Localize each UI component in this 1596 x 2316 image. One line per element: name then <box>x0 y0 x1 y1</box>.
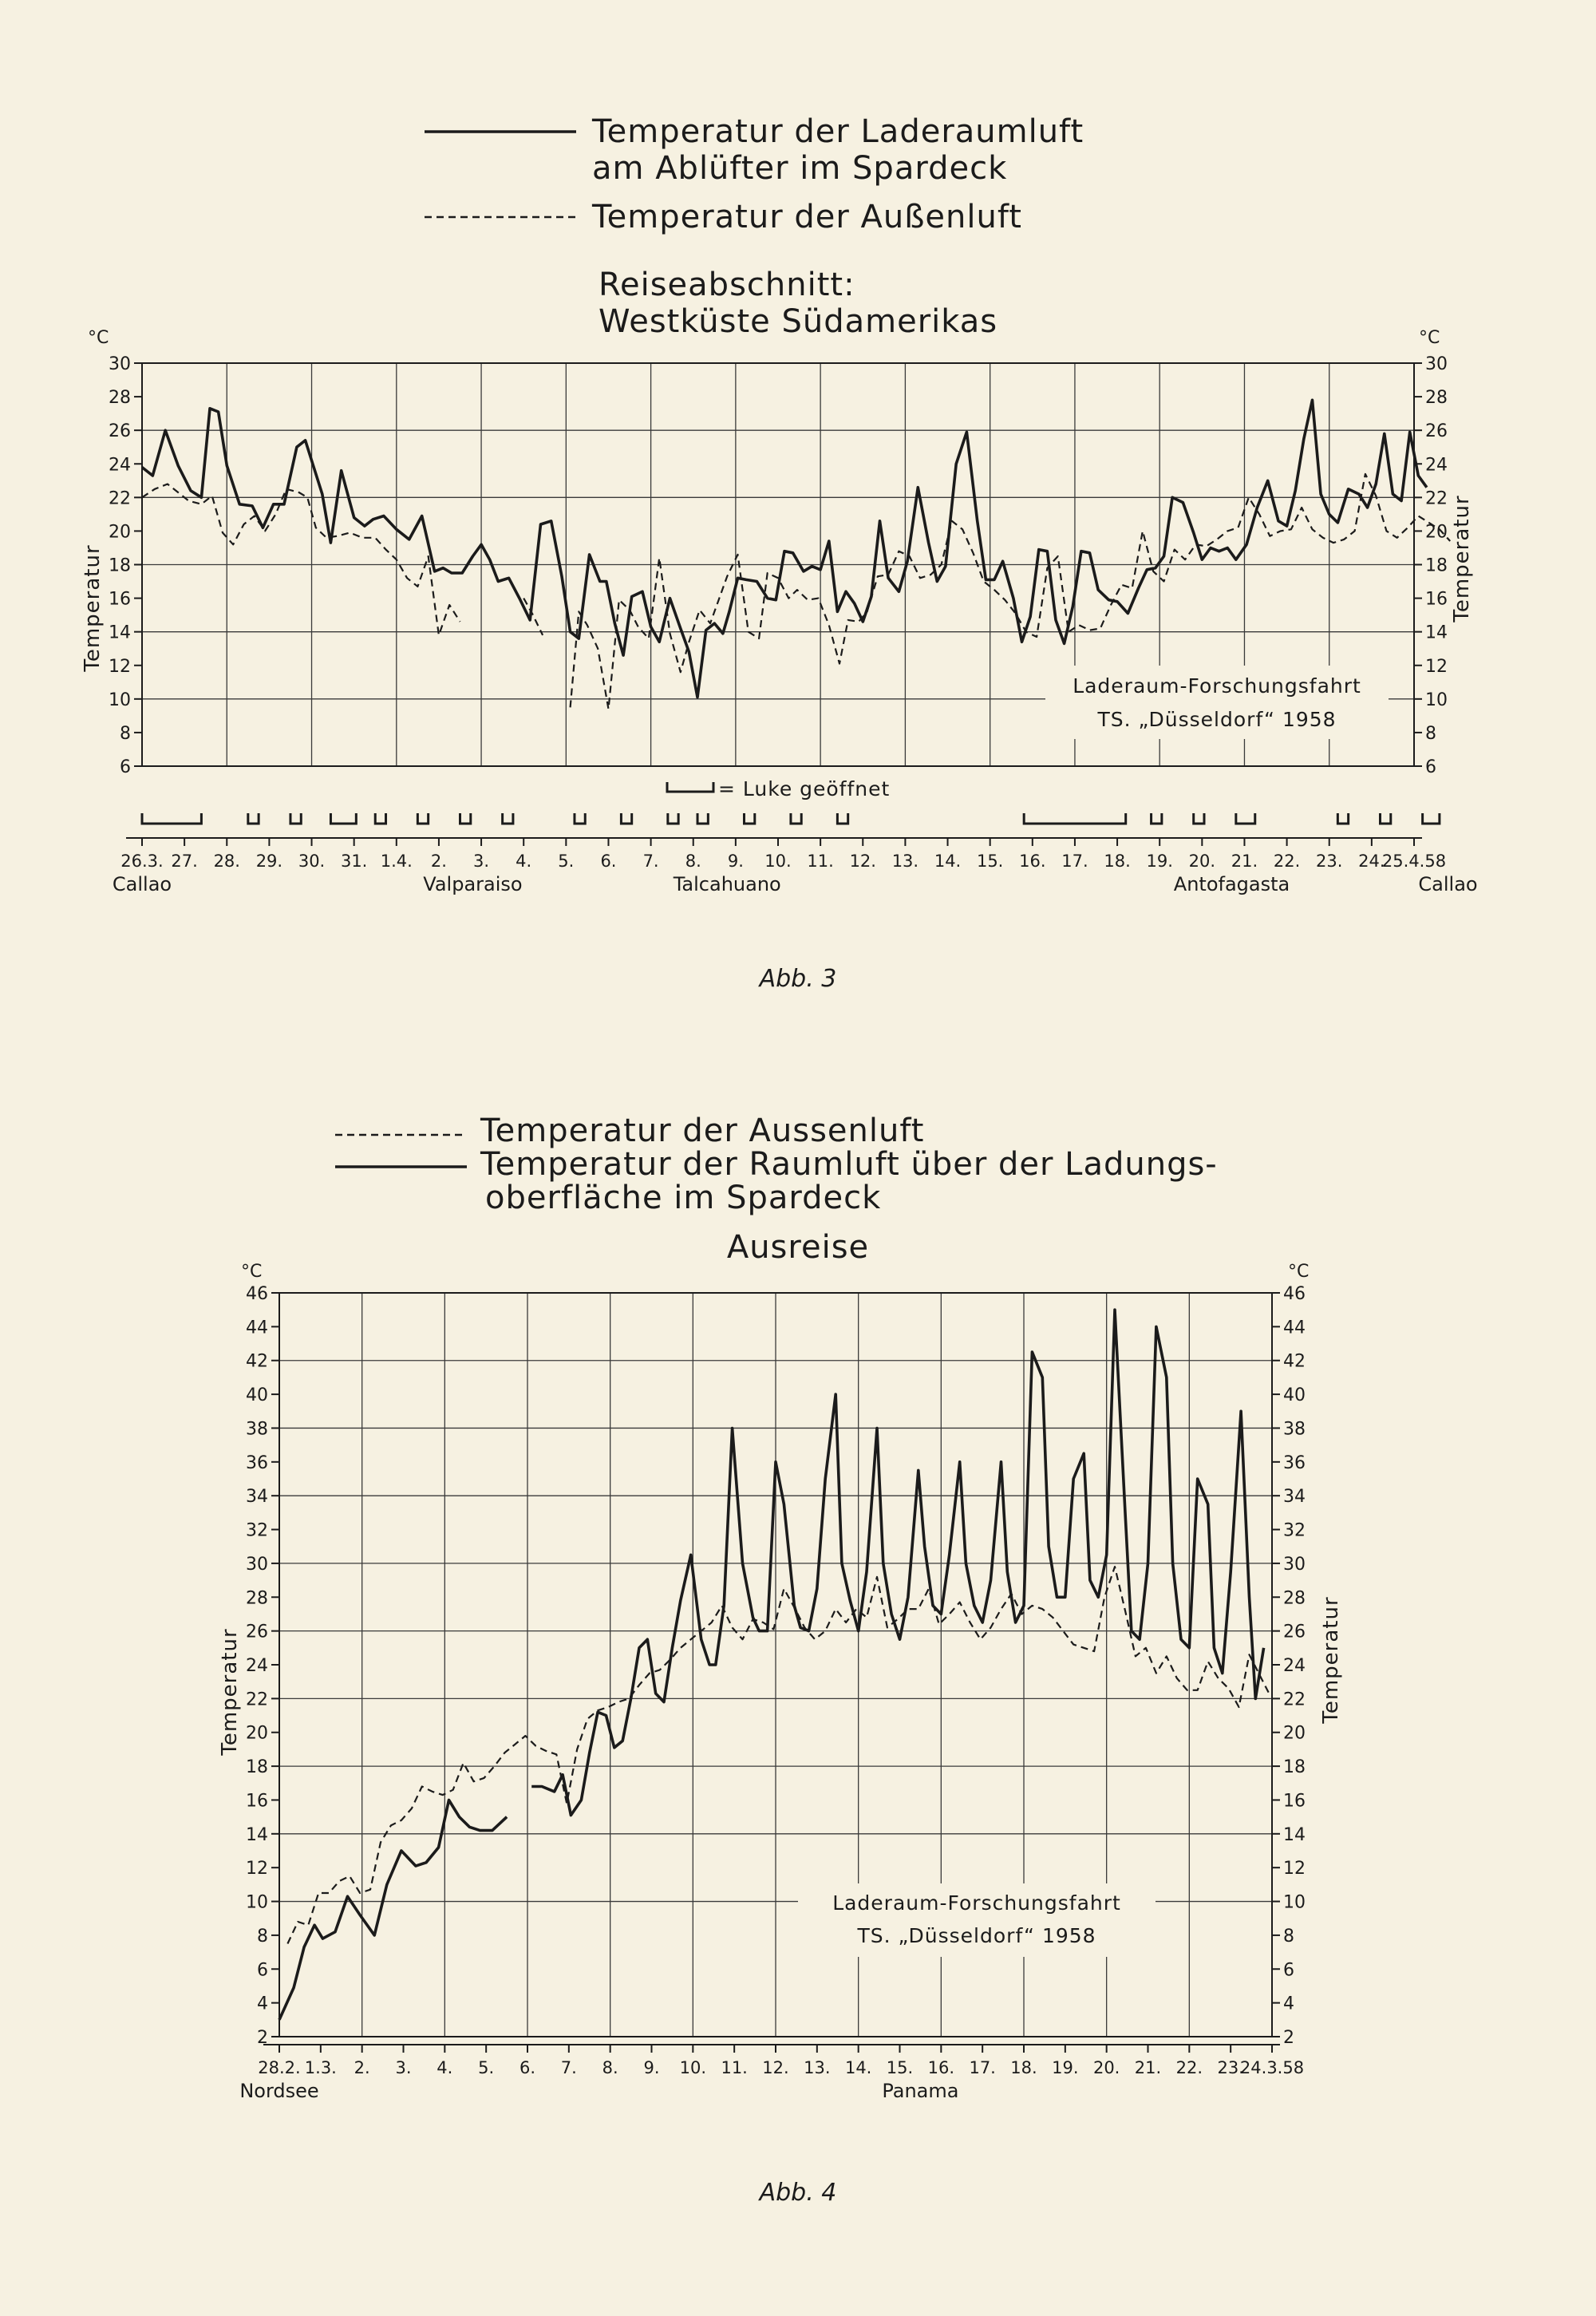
y-tick-label-left: 4 <box>257 1994 268 2014</box>
x-tick-label: 28. <box>213 852 240 871</box>
hatch-open-mark <box>697 813 708 824</box>
y-tick-label-right: 16 <box>1283 1791 1306 1812</box>
x-tick-label: 15. <box>976 852 1004 871</box>
x-tick-label: 6. <box>519 2058 536 2077</box>
y-tick-label-right: 28 <box>1425 388 1448 409</box>
port-label: Callao <box>1418 873 1478 895</box>
y-tick-label-left: 16 <box>109 589 131 610</box>
y-tick-label-left: 12 <box>109 656 131 677</box>
y-tick-label-left: 20 <box>246 1723 268 1744</box>
x-tick-label: 1.4. <box>380 852 413 871</box>
y-tick-label-left: 30 <box>246 1554 268 1575</box>
y-tick-label-right: 26 <box>1283 1622 1306 1642</box>
x-tick-label: 25.4.58 <box>1381 852 1447 871</box>
x-tick-label: 31. <box>340 852 368 871</box>
x-tick-label: 11. <box>721 2058 748 2077</box>
x-tick-label: 18. <box>1010 2058 1037 2077</box>
x-tick-label: 21. <box>1231 852 1258 871</box>
y-tick-label-left: 22 <box>246 1690 268 1710</box>
y-tick-label-right: 30 <box>1283 1554 1306 1575</box>
x-tick-label: 22. <box>1175 2058 1203 2077</box>
x-tick-label: 27. <box>171 852 198 871</box>
x-tick-label: 24.3.58 <box>1239 2058 1305 2077</box>
x-tick-label: 3. <box>473 852 490 871</box>
x-tick-label: 24. <box>1358 852 1385 871</box>
x-tick-label: 8. <box>685 852 701 871</box>
chart1-title-b: Westküste Südamerikas <box>598 303 998 340</box>
y-tick-label-left: 2 <box>257 2028 268 2048</box>
chart1-series <box>142 400 1450 709</box>
y-tick-label-left: 24 <box>246 1656 268 1676</box>
y-tick-label-right: 20 <box>1283 1723 1306 1744</box>
y-tick-label-right: 10 <box>1425 690 1448 710</box>
hatch-open-mark <box>791 813 801 824</box>
x-tick-label: 12. <box>849 852 876 871</box>
x-tick-label: 5. <box>478 2058 495 2077</box>
chart-outbound <box>218 1113 1343 2207</box>
chart2-unit-left: °C <box>241 1262 263 1282</box>
y-tick-label-left: 14 <box>246 1824 268 1845</box>
y-tick-label-left: 36 <box>246 1452 268 1473</box>
x-tick-label: 20. <box>1092 2058 1120 2077</box>
y-tick-label-right: 8 <box>1283 1926 1294 1946</box>
x-tick-label: 16. <box>1019 852 1046 871</box>
x-tick-label: 1.3. <box>304 2058 337 2077</box>
y-tick-label-left: 34 <box>246 1487 268 1508</box>
y-tick-label-left: 6 <box>257 1960 268 1981</box>
x-tick-label: 30. <box>298 852 326 871</box>
legend-solid-label-2a: Temperatur der Raumluft über der Ladungs- <box>480 1146 1218 1183</box>
legend-solid-label-1b: am Ablüfter im Spardeck <box>592 150 1008 187</box>
y-tick-label-right: 4 <box>1283 1994 1294 2014</box>
y-tick-label-left: 28 <box>246 1588 268 1609</box>
x-tick-label: 20. <box>1188 852 1216 871</box>
y-tick-label-right: 42 <box>1283 1351 1306 1372</box>
x-tick-label: 12. <box>762 2058 789 2077</box>
chart2-ylabel-right: Temperatur <box>1319 1596 1343 1724</box>
hatch-open-mark <box>1152 813 1162 824</box>
x-tick-label: 7. <box>560 2058 577 2077</box>
chart2-ylabel-left: Temperatur <box>218 1628 242 1756</box>
y-tick-label-right: 24 <box>1283 1656 1306 1676</box>
x-tick-label: 23. <box>1316 852 1343 871</box>
hatch-open-mark <box>330 813 356 824</box>
x-tick-label: 29. <box>255 852 283 871</box>
x-tick-label: 19. <box>1146 852 1173 871</box>
y-tick-label-right: 18 <box>1283 1757 1306 1778</box>
x-tick-label: 13. <box>891 852 919 871</box>
y-tick-label-right: 6 <box>1283 1960 1294 1981</box>
y-tick-label-right: 12 <box>1425 656 1448 677</box>
x-tick-label: 9. <box>643 2058 660 2077</box>
y-tick-label-left: 18 <box>109 555 131 576</box>
x-tick-label: 15. <box>886 2058 914 2077</box>
x-tick-label: 17. <box>969 2058 996 2077</box>
y-tick-label-right: 14 <box>1425 622 1448 643</box>
y-tick-label-left: 10 <box>109 690 131 710</box>
port-label: Callao <box>112 873 172 895</box>
chart2-title: Ausreise <box>726 1229 870 1266</box>
chart1-ylabel-right: Temperatur <box>1450 495 1474 622</box>
y-tick-label-left: 6 <box>120 757 131 777</box>
port-label: Valparaiso <box>423 873 523 895</box>
y-tick-label-left: 8 <box>120 723 131 744</box>
x-tick-label: 4. <box>516 852 532 871</box>
y-tick-label-left: 44 <box>246 1318 268 1338</box>
y-tick-label-right: 8 <box>1425 723 1436 744</box>
x-tick-label: 28.2. <box>258 2058 301 2077</box>
series-line-solid <box>142 400 1427 697</box>
y-tick-label-right: 40 <box>1283 1385 1306 1406</box>
y-tick-label-right: 38 <box>1283 1419 1306 1440</box>
chart1-x-ticks <box>120 838 1446 871</box>
y-tick-label-left: 20 <box>109 522 131 543</box>
chart2-x-ticks <box>258 2045 1304 2077</box>
y-tick-label-left: 30 <box>109 354 131 374</box>
port-label: Panama <box>882 2080 959 2102</box>
x-tick-label: 17. <box>1061 852 1088 871</box>
x-tick-label: 8. <box>602 2058 618 2077</box>
y-tick-label-right: 30 <box>1425 354 1448 374</box>
x-tick-label: 14. <box>934 852 962 871</box>
x-tick-label: 13. <box>804 2058 831 2077</box>
y-tick-label-right: 24 <box>1425 455 1448 476</box>
y-tick-label-left: 38 <box>246 1419 268 1440</box>
x-tick-label: 23. <box>1217 2058 1244 2077</box>
x-tick-label: 3. <box>395 2058 412 2077</box>
x-tick-label: 7. <box>642 852 659 871</box>
y-tick-label-left: 26 <box>246 1622 268 1642</box>
x-tick-label: 10. <box>679 2058 707 2077</box>
chart1-annotation-b: TS. „Düsseldorf“ 1958 <box>1097 708 1337 731</box>
hatch-open-mark <box>417 813 428 824</box>
y-tick-label-left: 28 <box>109 388 131 409</box>
y-tick-label-right: 10 <box>1283 1892 1306 1913</box>
x-tick-label: 10. <box>764 852 792 871</box>
legend-solid-label-2b: oberfläche im Spardeck <box>485 1180 882 1216</box>
hatch-open-mark <box>1194 813 1204 824</box>
chart1-title-a: Reiseabschnitt: <box>598 267 855 303</box>
x-tick-label: 14. <box>844 2058 872 2077</box>
x-tick-label: 2. <box>430 852 447 871</box>
chart1-ylabel-left: Temperatur <box>81 544 105 672</box>
hatch-open-mark <box>248 813 259 824</box>
hatch-legend-symbol <box>667 782 713 792</box>
y-tick-label-right: 34 <box>1283 1487 1306 1508</box>
x-tick-label: 21. <box>1134 2058 1162 2077</box>
chart1-hatch-row <box>142 813 1440 824</box>
port-label: Nordsee <box>239 2080 319 2102</box>
x-tick-label: 4. <box>437 2058 453 2077</box>
y-tick-label-right: 32 <box>1283 1520 1306 1541</box>
y-tick-label-left: 16 <box>246 1791 268 1812</box>
legend-dashed-label-1: Temperatur der Außenluft <box>592 199 1022 235</box>
caption-abb-4: Abb. 4 <box>759 2179 837 2207</box>
x-tick-label: 11. <box>807 852 834 871</box>
y-tick-label-left: 32 <box>246 1520 268 1541</box>
y-tick-label-left: 42 <box>246 1351 268 1372</box>
chart1-annotation-a: Laderaum-Forschungsfahrt <box>1073 674 1361 698</box>
x-tick-label: 19. <box>1052 2058 1079 2077</box>
y-tick-label-left: 24 <box>109 455 131 476</box>
x-tick-label: 18. <box>1104 852 1131 871</box>
x-tick-label: 5. <box>558 852 575 871</box>
hatch-open-mark <box>575 813 585 824</box>
y-tick-label-right: 26 <box>1425 421 1448 442</box>
hatch-open-mark <box>503 813 513 824</box>
y-tick-label-right: 18 <box>1425 555 1448 576</box>
x-tick-label: 2. <box>354 2058 370 2077</box>
chart1-ports <box>113 873 1478 895</box>
chart-west-coast <box>81 113 1478 993</box>
hatch-open-mark <box>290 813 301 824</box>
y-tick-label-right: 20 <box>1425 522 1448 543</box>
hatch-open-mark <box>1236 813 1255 824</box>
hatch-open-mark <box>744 813 754 824</box>
hatch-open-mark <box>1024 813 1126 824</box>
chart2-ports <box>239 2080 958 2102</box>
caption-abb-3: Abb. 3 <box>759 965 837 993</box>
y-tick-label-left: 18 <box>246 1757 268 1778</box>
hatch-open-mark <box>837 813 847 824</box>
y-tick-label-right: 44 <box>1283 1318 1306 1338</box>
y-tick-label-left: 10 <box>246 1892 268 1913</box>
port-label: Antofagasta <box>1173 873 1290 895</box>
chart2-annotation-b: TS. „Düsseldorf“ 1958 <box>857 1924 1096 1947</box>
chart2-annotation-a: Laderaum-Forschungsfahrt <box>832 1891 1121 1915</box>
y-tick-label-right: 14 <box>1283 1824 1306 1845</box>
y-tick-label-left: 26 <box>109 421 131 442</box>
hatch-open-mark <box>142 813 201 824</box>
hatch-legend-label: = Luke geöffnet <box>718 777 891 800</box>
hatch-open-mark <box>621 813 631 824</box>
y-tick-label-right: 36 <box>1283 1452 1306 1473</box>
hatch-open-mark <box>460 813 471 824</box>
y-tick-label-right: 12 <box>1283 1859 1306 1879</box>
port-label: Talcahuano <box>673 873 781 895</box>
y-tick-label-left: 40 <box>246 1385 268 1406</box>
x-tick-label: 9. <box>727 852 744 871</box>
x-tick-label: 6. <box>600 852 617 871</box>
hatch-open-mark <box>375 813 385 824</box>
legend-dashed-label-2: Temperatur der Aussenluft <box>480 1113 925 1149</box>
y-tick-label-right: 6 <box>1425 757 1436 777</box>
y-tick-label-left: 22 <box>109 488 131 509</box>
chart1-unit-left: °C <box>88 328 109 348</box>
x-tick-label: 16. <box>927 2058 955 2077</box>
y-tick-label-left: 8 <box>257 1926 268 1946</box>
x-tick-label: 22. <box>1273 852 1301 871</box>
hatch-open-mark <box>1423 813 1440 824</box>
y-tick-label-left: 14 <box>109 622 131 643</box>
y-tick-label-right: 2 <box>1283 2028 1294 2048</box>
y-tick-label-right: 22 <box>1283 1690 1306 1710</box>
chart2-unit-right: °C <box>1288 1262 1310 1282</box>
y-tick-label-right: 22 <box>1425 488 1448 509</box>
y-tick-label-left: 46 <box>246 1284 268 1304</box>
y-tick-label-right: 16 <box>1425 589 1448 610</box>
x-tick-label: 26.3. <box>120 852 164 871</box>
chart1-unit-right: °C <box>1419 328 1440 348</box>
y-tick-label-left: 12 <box>246 1859 268 1879</box>
legend-solid-label-1a: Temperatur der Laderaumluft <box>592 113 1084 150</box>
hatch-open-mark <box>668 813 678 824</box>
hatch-open-mark <box>1380 813 1390 824</box>
y-tick-label-right: 46 <box>1283 1284 1306 1304</box>
hatch-open-mark <box>1337 813 1348 824</box>
y-tick-label-right: 28 <box>1283 1588 1306 1609</box>
